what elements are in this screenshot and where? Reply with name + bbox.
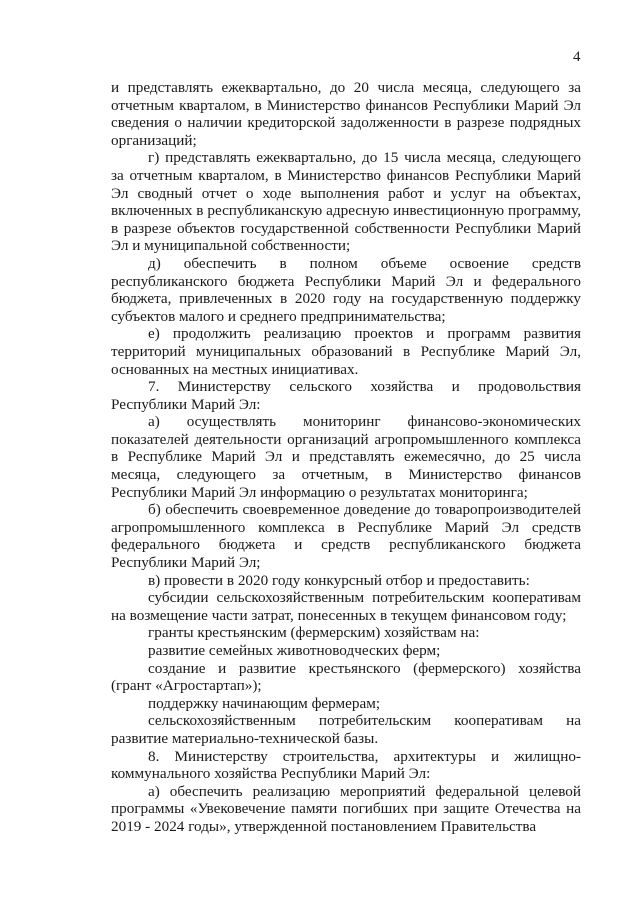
paragraph-section-7-item-a: а) осуществлять мониторинг финансово-экономических показателей деятельности организаций агропромышленного комплекса в Республике Марий Эл и представлять ежемесячно, до 25 числа месяца, следующего за отчетным, в Министерство финансов Республики Марий Эл информацию о результатах мониторинга; [111, 413, 581, 501]
paragraph-item-e: е) продолжить реализацию проектов и программ развития территорий муниципальных образований в Республике Марий Эл, основанных на местных инициативах. [111, 325, 581, 378]
paragraph-section-7-item-b: б) обеспечить своевременное доведение до товаропроизводителей агропромышленного комплекса в Республике Марий Эл средств федерального бюджета и средств республиканского бюджета Республики Марий Эл; [111, 501, 581, 572]
paragraph-item-d: д) обеспечить в полном объеме освоение средств республиканского бюджета Республики Марий Эл и федерального бюджета, привлеченных в 2020 году на государственную поддержку субъектов малого и среднего предпринимательства; [111, 254, 581, 325]
paragraph-item-g: г) представлять ежеквартально, до 15 числа месяца, следующего за отчетным кварталом, в Министерство финансов Республики Марий Эл сводный отчет о ходе выполнения работ и услуг на объектах, включенных в республиканскую адресную инвестиционную программу, в разрезе объектов государственной собственности Республики Марий Эл и муниципальной собственности; [111, 149, 581, 255]
paragraph-continuation: и представлять ежеквартально, до 20 числа месяца, следующего за отчетным кварталом, в Министерство финансов Республики Марий Эл сведения о наличии кредиторской задолженности в разрезе подрядных организаций; [111, 79, 581, 149]
paragraph-section-8-item-a: а) обеспечить реализацию мероприятий федеральной целевой программы «Увековечение памяти погибших при защите Отечества на 2019 - 2024 годы», утвержденной постановлением Правительства [111, 782, 581, 835]
paragraph-section-8: 8. Министерству строительства, архитектуры и жилищно-коммунального хозяйства Республики Марий Эл: [111, 747, 581, 783]
paragraph-subsidies: субсидии сельскохозяйственным потребительским кооперативам на возмещение части затрат, понесенных в текущем финансовом году; [111, 589, 581, 624]
paragraph-cooperatives-base: сельскохозяйственным потребительским кооперативам на развитие материально-технической базы. [111, 712, 581, 747]
paragraph-beginning-farmers: поддержку начинающим фермерам; [148, 694, 381, 712]
page-number: 4 [573, 49, 581, 65]
paragraph-family-farms: развитие семейных животноводческих ферм; [148, 642, 441, 659]
paragraph-grants: гранты крестьянским (фермерским) хозяйствам на: [148, 624, 480, 642]
paragraph-agrostartap: создание и развитие крестьянского (фермерского) хозяйства (грант «Агростартап»); [111, 659, 581, 695]
paragraph-section-7-item-v: в) провести в 2020 году конкурсный отбор и предоставить: [148, 571, 530, 589]
document-body [111, 79, 581, 836]
paragraph-section-7: 7. Министерству сельского хозяйства и продовольствия Республики Марий Эл: [111, 378, 581, 413]
